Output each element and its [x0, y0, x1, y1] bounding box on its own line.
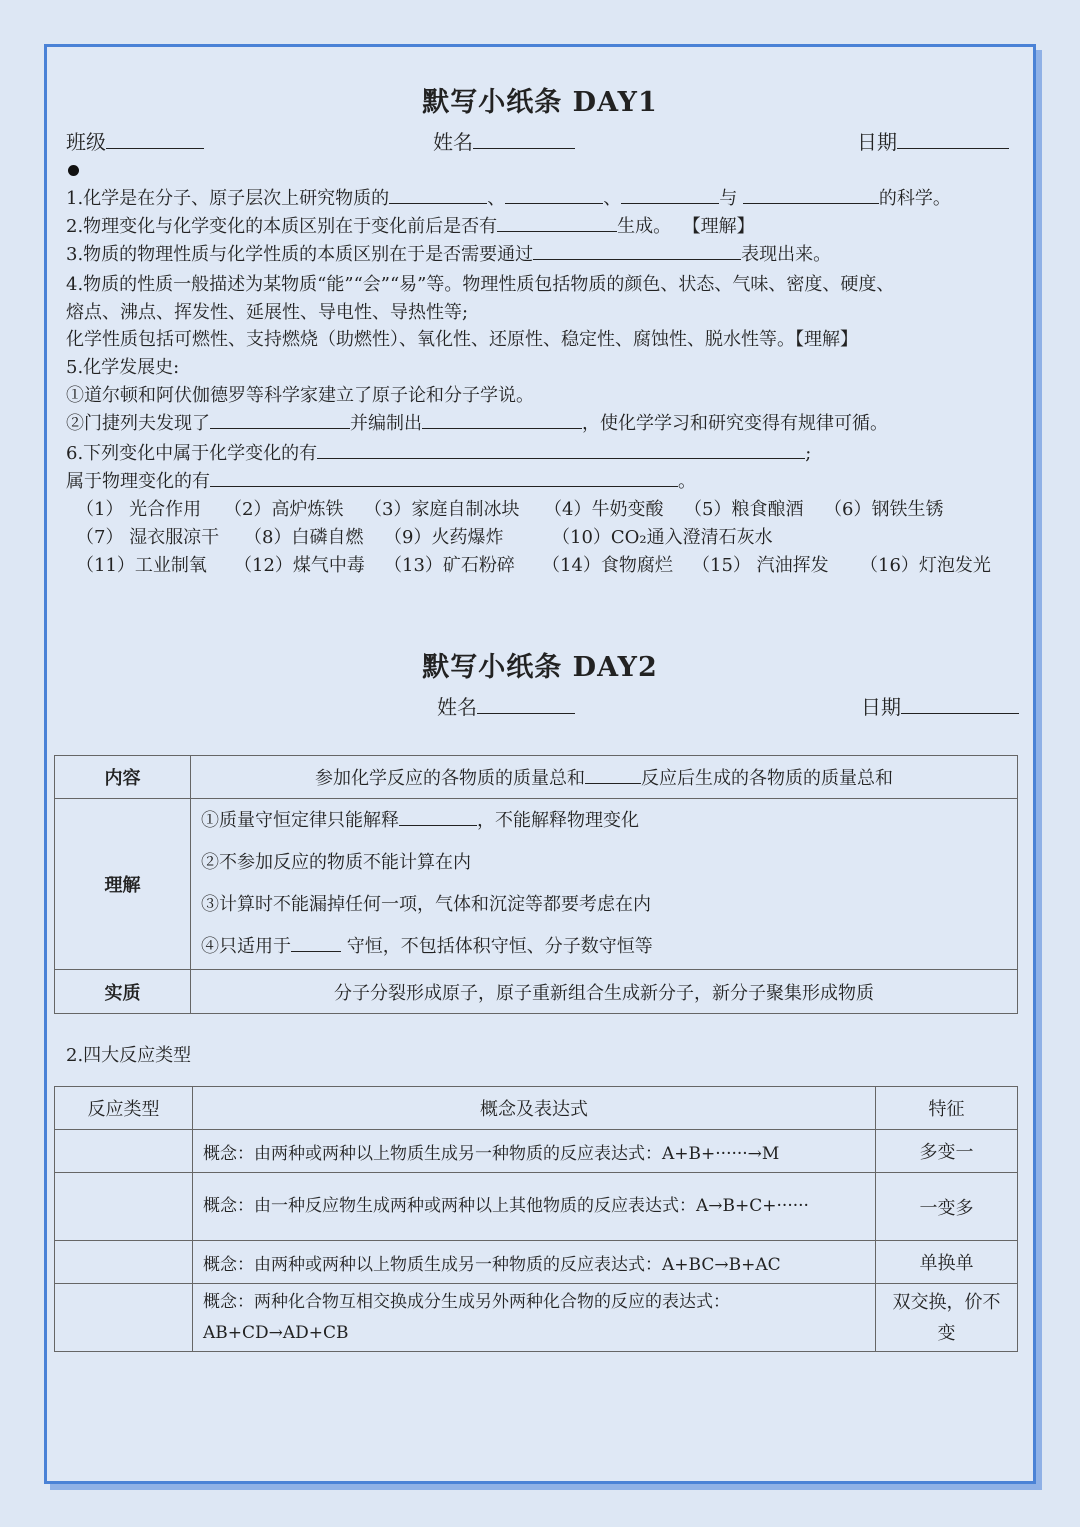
table-row: 概念：由两种或两种以上物质生成另一种物质的反应表达式：A+BC→B+AC 单换单 [55, 1241, 1018, 1284]
class-field: 班级 [66, 126, 204, 155]
question-6a: 6.下列变化中属于化学变化的有 ; [66, 440, 811, 468]
question-3: 3.物质的物理性质与化学性质的本质区别在于是否需要通过 表现出来。 [66, 241, 831, 269]
row-essence: 分子分裂形成原子，原子重新组合生成新分子，新分子聚集形成物质 [191, 970, 1018, 1014]
date-field: 日期 [857, 126, 1009, 155]
day2-date-field: 日期 [861, 691, 1019, 720]
question-4-line3: 化学性质包括可燃性、支持燃烧（助燃性）、氧化性、还原性、稳定性、腐蚀性、脱水性等。【理解】 [66, 329, 858, 350]
conservation-table [54, 755, 1018, 1014]
day2-title: 默写小纸条 DAY2 [422, 652, 658, 683]
row-understanding: ①质量守恒定律只能解释 ，不能解释物理变化 ②不参加反应的物质不能计算在内 ③计算时不能漏掉任何一项，气体和沉淀等都要考虑在内 ④只适用于 守恒，不包括体积守恒、分子数守恒等 [191, 799, 1018, 970]
reaction-types-table [54, 1086, 1018, 1352]
table-row: 概念：由两种或两种以上物质生成另一种物质的反应表达式：A+B+······→M 多变一 [55, 1130, 1018, 1173]
table-row: 概念：两种化合物互相交换成分生成另外两种化合物的反应的表达式：AB+CD→AD+CB 双交换，价不变 [55, 1284, 1018, 1352]
row-head-essence: 实质 [55, 970, 191, 1014]
header-feature: 特征 [876, 1087, 1018, 1130]
question-5a: ①道尔顿和阿伏伽德罗等科学家建立了原子论和分子学说。 [66, 385, 534, 406]
question-1: 1.化学是在分子、原子层次上研究物质的 、 、 与 的科学。 [66, 185, 951, 213]
items-row-3: （11）工业制氧 （12）煤气中毒 （13）矿石粉碎 （14）食物腐烂 （15） 汽油挥发 （16）灯泡发光 [76, 555, 991, 576]
question-4-line1: 4.物质的性质一般描述为某物质“能”“会”“易”等。物理性质包括物质的颜色、状态、气味、密度、硬度、 [66, 274, 895, 295]
question-6b: 属于物理变化的有 。 [66, 468, 696, 496]
row-head-understanding: 理解 [55, 799, 191, 970]
question-2: 2.物理变化与化学变化的本质区别在于变化前后是否有 生成。 【理解】 [66, 213, 755, 241]
question-5b: ②门捷列夫发现了 并编制出 ，使化学学习和研究变得有规律可循。 [66, 410, 888, 438]
question-4-line2: 熔点、沸点、挥发性、延展性、导电性、导热性等; [66, 302, 469, 323]
header-type: 反应类型 [55, 1087, 193, 1130]
name-field: 姓名 [433, 126, 575, 155]
section-2-heading: 2.四大反应类型 [66, 1045, 192, 1066]
day2-name-field: 姓名 [437, 691, 575, 720]
items-row-1: （1） 光合作用 （2）高炉炼铁 （3）家庭自制冰块 （4）牛奶变酸 （5）粮食酿酒 （6）钢铁生锈 [76, 499, 944, 520]
bullet-icon [68, 165, 79, 176]
question-5: 5.化学发展史: [66, 357, 180, 378]
table-row: 概念：由一种反应物生成两种或两种以上其他物质的反应表达式：A→B+C+······ 一变多 [55, 1173, 1018, 1241]
row-head-content: 内容 [55, 756, 191, 799]
row-content: 参加化学反应的各物质的质量总和 反应后生成的各物质的质量总和 [191, 756, 1018, 799]
items-row-2: （7） 湿衣服凉干 （8）白磷自燃 （9）火药爆炸 （10）CO₂通入澄清石灰水 [76, 527, 773, 548]
day1-title: 默写小纸条 DAY1 [422, 87, 658, 118]
header-concept: 概念及表达式 [193, 1087, 876, 1130]
